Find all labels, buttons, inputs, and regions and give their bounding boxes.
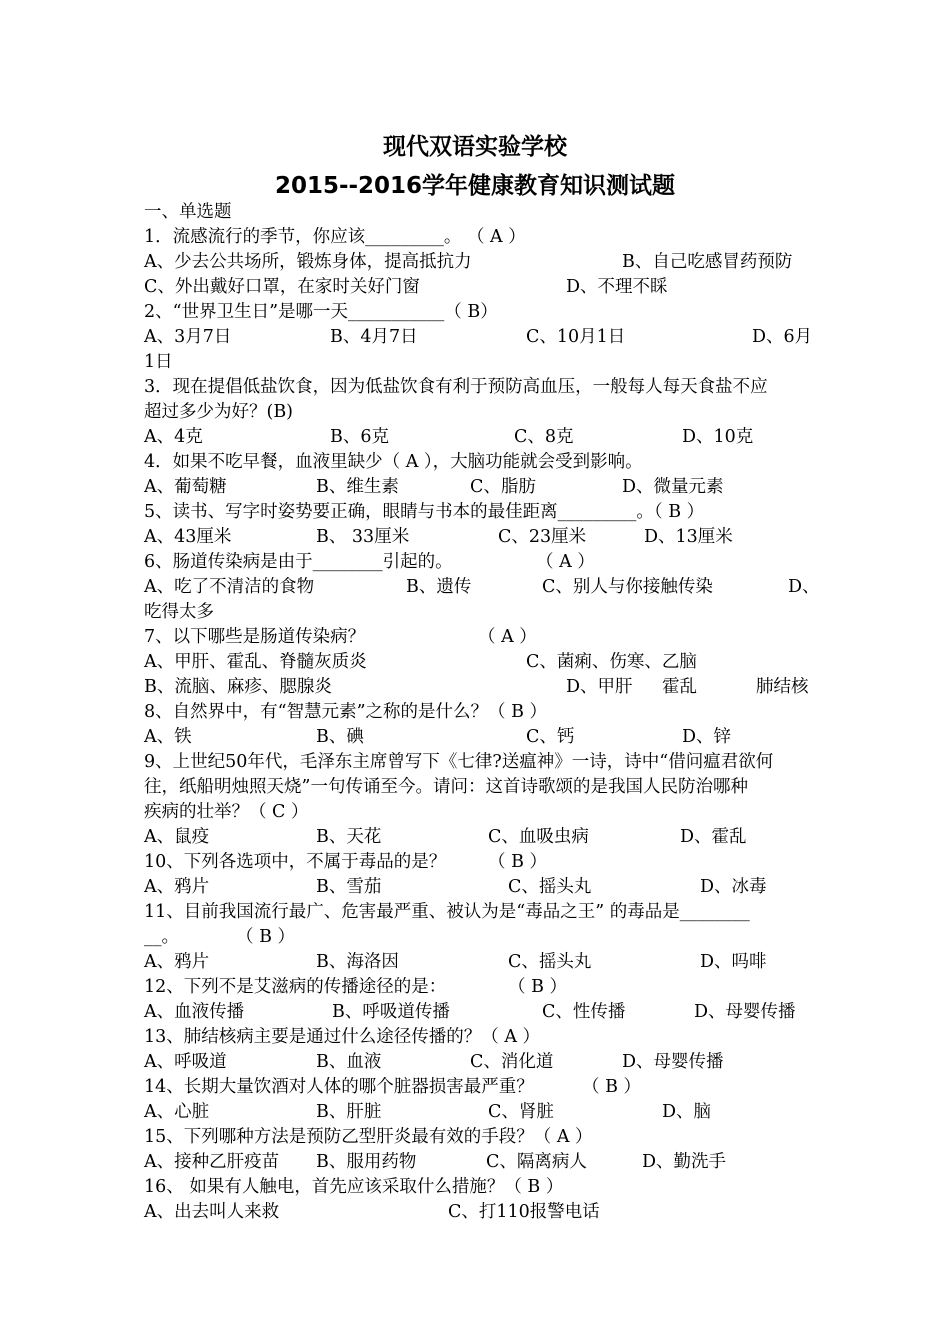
text-segment: B、肝脏 [316,1102,382,1122]
text-segment: C、肾脏 [488,1102,554,1122]
question-list [144,200,820,1225]
text-segment: B、海洛因 [316,952,399,972]
text-line [144,1050,808,1075]
text-segment: A、葡萄糖 [144,477,227,497]
text-line [144,1200,808,1225]
text-segment: C、别人与你接触传染 [542,577,713,597]
text-line [144,600,808,625]
text-segment: 超过多少为好？(B) [144,402,294,422]
text-line [144,900,808,925]
text-segment: A、血液传播 [144,1002,245,1022]
text-segment: A、3月7日 [144,327,232,347]
text-line [144,250,808,275]
text-segment: D、13厘米 [644,527,733,547]
text-segment: 2、“世界卫生日”是哪一天___________（ B） [144,302,498,322]
text-line [144,975,808,1000]
text-line [144,575,820,600]
text-line [144,850,808,875]
text-segment: B、4月7日 [330,327,418,347]
text-line [144,1150,808,1175]
school-name: 现代双语实验学校 [383,134,567,160]
text-segment: A、吃了不清洁的食物 [144,577,315,597]
text-segment: C、摇头丸 [508,952,592,972]
text-segment: 6、肠道传染病是由于________引起的。 [144,552,453,572]
text-segment: D、母婴传播 [694,1002,796,1022]
text-segment: B、服用药物 [316,1152,417,1172]
text-line [144,1025,808,1050]
text-segment: A、出去叫人来救 [144,1202,280,1222]
text-segment: D、脑 [662,1102,712,1122]
text-segment: 3．现在提倡低盐饮食，因为低盐饮食有利于预防高血压，一般每人每天食盐不应 [144,377,768,397]
text-segment: C、打110报警电话 [448,1202,600,1222]
text-line [144,350,808,375]
text-segment: A、4克 [144,427,203,447]
text-segment: C、8克 [514,427,574,447]
text-line [144,550,808,575]
text-segment: 13、肺结核病主要是通过什么途径传播的？（ A ） [144,1027,541,1047]
text-segment: A、少去公共场所，锻炼身体，提高抵抗力 [144,252,472,272]
text-line [144,425,808,450]
text-segment: B、天花 [316,827,382,847]
text-segment: （ A ） [536,552,595,572]
text-segment: C、摇头丸 [508,877,592,897]
text-segment: A、鸦片 [144,952,210,972]
text-line [144,700,808,725]
text-segment: 往，纸船明烛照天烧”一句传诵至今。请问：这首诗歌颂的是我国人民防治哪种 [144,777,748,797]
text-segment: B、雪茄 [316,877,382,897]
text-segment: 1日 [144,352,173,372]
text-segment: 10、下列各选项中，不属于毒品的是？ [144,852,447,872]
text-segment: B、遗传 [406,577,472,597]
text-line [144,750,808,775]
text-segment: B、流脑、麻疹、腮腺炎 [144,677,332,697]
text-segment: 12、下列不是艾滋病的传播途径的是： [144,977,447,997]
text-segment: 7、以下哪些是肠道传染病？ [144,627,366,647]
text-segment: D、微量元素 [622,477,724,497]
text-segment: A、鸦片 [144,877,210,897]
text-segment: C、菌痢、伤寒、乙脑 [526,652,697,672]
text-segment: 8、自然界中，有“智慧元素”之称的是什么？（ B ） [144,702,548,722]
text-line [144,1100,808,1125]
text-segment: （ B ） [236,927,295,947]
text-segment: D、 [788,577,820,597]
text-segment: 肺结核 [756,677,809,697]
text-segment: C、隔离病人 [486,1152,587,1172]
text-segment: A、接种乙肝疫苗 [144,1152,280,1172]
text-line [144,800,808,825]
text-line [144,675,808,700]
text-segment: D、10克 [682,427,754,447]
text-segment: 霍乱 [662,677,697,697]
text-segment: A、43厘米 [144,527,232,547]
text-segment: （ B ） [582,1077,641,1097]
text-segment: C、钙 [526,727,575,747]
text-segment: __。 [144,927,179,947]
text-segment: 吃得太多 [144,602,214,622]
text-segment: 16、 如果有人触电，首先应该采取什么措施？（ B ） [144,1177,564,1197]
text-segment: 4．如果不吃早餐，血液里缺少（ A ），大脑功能就会受到影响。 [144,452,643,472]
text-segment: D、冰毒 [700,877,767,897]
text-line [144,225,808,250]
text-segment: C、23厘米 [498,527,587,547]
text-segment: B、 33厘米 [316,527,410,547]
text-segment: A、心脏 [144,1102,210,1122]
exam-title: 2015--2016学年健康教育知识测试题 [274,173,676,199]
text-segment: C、脂肪 [470,477,536,497]
text-line [144,950,808,975]
text-line [144,1000,808,1025]
text-segment: （ B ） [508,977,567,997]
text-segment: D、吗啡 [700,952,767,972]
text-segment: B、6克 [330,427,389,447]
text-line [144,450,808,475]
text-line [144,200,808,225]
text-segment: 9、上世纪50年代，毛泽东主席曾写下《七律?送瘟神》一诗，诗中“借问瘟君欲何 [144,752,774,772]
text-segment: D、母婴传播 [622,1052,724,1072]
text-line [144,525,808,550]
text-segment: B、维生素 [316,477,399,497]
text-segment: C、血吸虫病 [488,827,589,847]
text-segment: C、10月1日 [526,327,626,347]
text-segment: B、自己吃感冒药预防 [622,252,793,272]
text-line [144,1075,808,1100]
text-line [144,650,808,675]
text-line [144,875,808,900]
text-segment: 一、单选题 [144,202,232,222]
text-segment: 疾病的壮举？（ C ） [144,802,309,822]
text-segment: 1．流感流行的季节，你应该_________。 （ A ） [144,227,526,247]
text-line [144,400,808,425]
text-line [144,275,808,300]
text-segment: A、铁 [144,727,192,747]
text-line [144,375,808,400]
text-line [144,725,808,750]
text-segment: D、霍乱 [680,827,747,847]
text-line [144,475,808,500]
text-segment: （ B ） [488,852,547,872]
text-segment: B、碘 [316,727,364,747]
text-segment: （ A ） [478,627,537,647]
text-segment: 5、读书、写字时姿势要正确，眼睛与书本的最佳距离_________。（ B ） [144,502,705,522]
text-segment: D、6月 [752,327,813,347]
text-line [144,625,808,650]
text-segment: A、呼吸道 [144,1052,227,1072]
text-segment: A、鼠疫 [144,827,210,847]
text-segment: D、甲肝 [566,677,633,697]
text-segment: A、甲肝、霍乱、脊髓灰质炎 [144,652,367,672]
text-segment: C、性传播 [542,1002,626,1022]
text-segment: D、勤洗手 [642,1152,727,1172]
text-segment: 14、长期大量饮酒对人体的哪个脏器损害最严重？ [144,1077,534,1097]
text-segment: B、呼吸道传播 [332,1002,450,1022]
text-segment: 15、下列哪种方法是预防乙型肝炎最有效的手段？（ A ） [144,1127,593,1147]
text-segment: D、锌 [682,727,732,747]
text-line [144,775,808,800]
text-segment: D、不理不睬 [566,277,668,297]
text-segment: C、外出戴好口罩，在家时关好门窗 [144,277,420,297]
text-segment: B、血液 [316,1052,382,1072]
text-line [144,300,808,325]
text-line [144,500,808,525]
text-line [144,325,813,350]
text-segment: 11、目前我国流行最广、危害最严重、被认为是“毒品之王” 的毒品是________ [144,902,750,922]
text-line [144,1125,808,1150]
text-line [144,1175,808,1200]
text-line [144,925,808,950]
text-segment: C、消化道 [470,1052,554,1072]
text-line [144,825,808,850]
